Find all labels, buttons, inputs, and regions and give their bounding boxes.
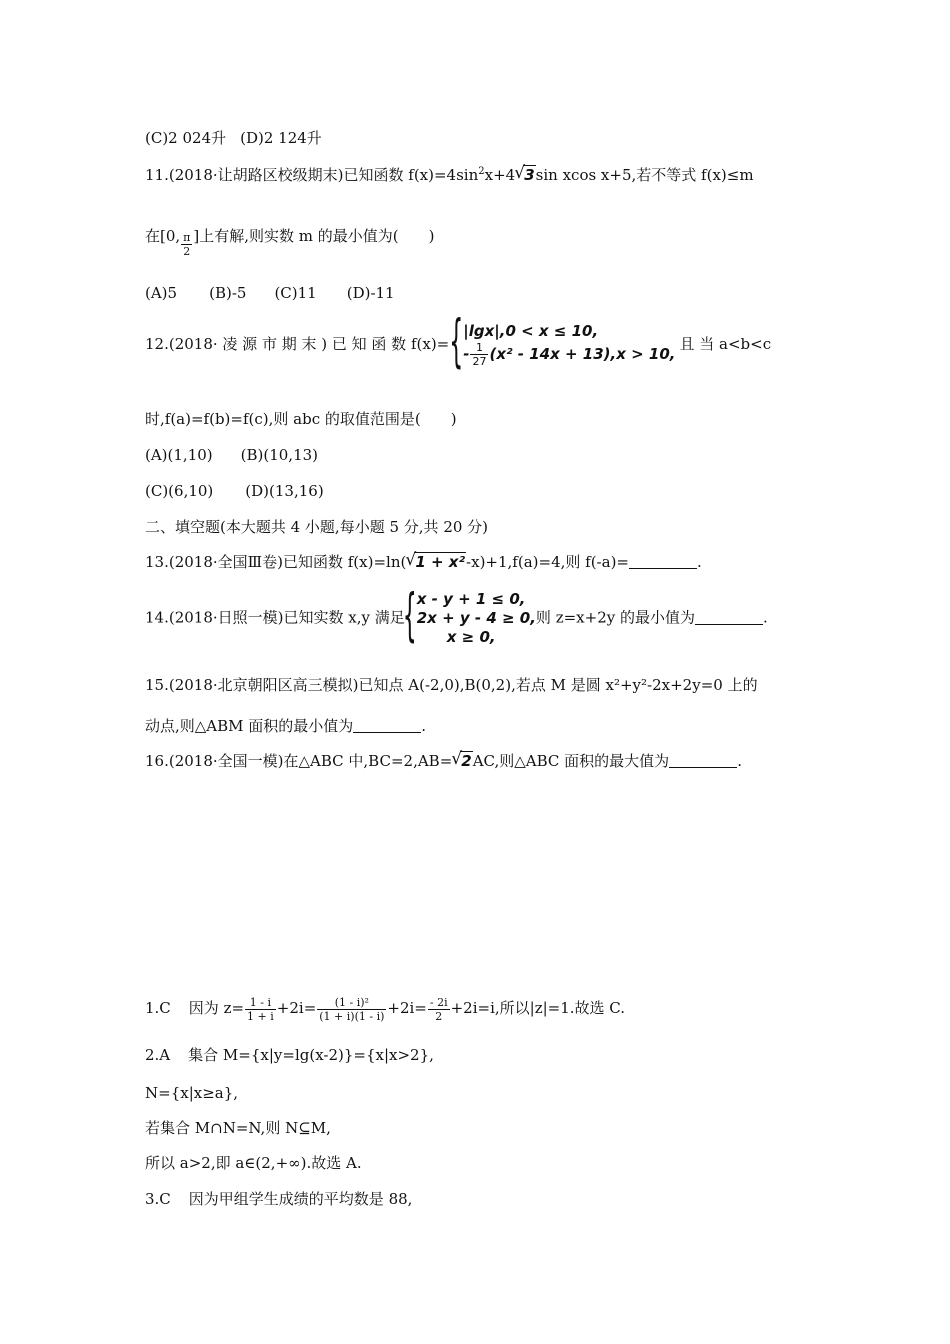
q15-answer-blank: [353, 718, 421, 733]
q11-square: 2: [478, 166, 485, 177]
q12-question: 时,f(a)=f(b)=f(c),则 abc 的取值范围是(: [145, 410, 421, 428]
q13-tail: -x)+1,f(a)=4,则 f(-a)=: [466, 553, 629, 571]
q11-stem-line2: [145, 226, 435, 258]
q10-option-d: (D)2 124升: [240, 129, 322, 147]
q11-option-d: (D)-11: [346, 284, 395, 302]
answer-1-text-2: +2i=: [276, 999, 317, 1017]
q13-head: 13.(2018·全国Ⅲ卷)已知函数 f(x)=ln(: [145, 553, 407, 571]
q12-piecewise: [451, 322, 675, 368]
q11-sqrt: √ 3: [515, 165, 535, 185]
q15-stem-line1: 15.(2018·北京朝阳区高三模拟)已知点 A(-2,0),B(0,2),若点 M 是圆 x²+y²-2x+2y=0 上的: [145, 676, 758, 694]
q12-case-2: - $\frac{1}{27}$ (x² - 14x + 13),x > 10,: [463, 341, 676, 368]
q12-stem-line1: [145, 322, 771, 368]
q14-tail: 则 z=x+2y 的最小值为: [535, 608, 695, 627]
answer-1-text-3: +2i=: [387, 999, 427, 1017]
q16-tail: AC,则△ABC 面积的最大值为: [472, 752, 670, 770]
q11-stem-line1: [145, 162, 754, 185]
answer-2-line1: [145, 1045, 434, 1065]
answer-1-fraction-1: $\frac{1 - i}{1 + i}$: [247, 995, 274, 1023]
q14-answer-blank: [695, 610, 763, 625]
answer-3-text: 因为甲组学生成绩的平均数是 88,: [188, 1190, 413, 1208]
q12-stem-line2: [145, 409, 457, 429]
q15-question: 动点,则△ABM 面积的最小值为: [145, 717, 354, 735]
answer-1-text-1: 因为 z=: [188, 999, 245, 1017]
q12-close-paren: ): [450, 410, 457, 428]
q13-stem: [145, 552, 702, 572]
answer-1-text-4: +2i=i,所以|z|=1.故选 C.: [450, 999, 626, 1017]
q13-answer-blank: [629, 554, 697, 569]
q12-fraction: $\frac{1}{27}$: [472, 341, 487, 368]
q11-head: 11.(2018·让胡路区校级期末)已知函数 f(x)=4sin: [145, 166, 479, 184]
answer-2-text: 集合 M={x|y=lg(x-2)}={x|x>2},: [188, 1046, 434, 1064]
answer-2-line4: 所以 a>2,即 a∈(2,+∞).故选 A.: [145, 1154, 362, 1172]
q12-option-c: (C)(6,10): [145, 482, 214, 500]
answer-2-line3: 若集合 M∩N=N,则 N⊆M,: [145, 1119, 331, 1137]
section-heading: 二、填空题(本大题共 4 小题,每小题 5 分,共 20 分): [145, 518, 489, 536]
q13-sqrt: √ 1 + x²: [406, 552, 466, 572]
q14-constraint-3: x ≥ 0,: [446, 628, 496, 646]
q12-case-1: { |lgx|,0 < x ≤ 10,: [463, 322, 599, 340]
q14-constraints: [405, 590, 536, 647]
q10-options: [145, 128, 322, 148]
q11-option-b: (B)-5: [209, 284, 247, 302]
answer-1-label: 1.C: [145, 999, 171, 1017]
answer-2-line2: N={x|x≥a},: [145, 1084, 239, 1102]
q12-option-d: (D)(13,16): [245, 482, 324, 500]
q12-tail: 且 当 a<b<c: [679, 335, 772, 353]
answer-3-label: 3.C: [145, 1190, 171, 1208]
q13-period: .: [697, 553, 702, 571]
q15-stem-line2: [145, 716, 426, 736]
q12-option-a: (A)(1,10): [145, 446, 213, 464]
q12-head: 12.(2018· 凌 源 市 期 末 ) 已 知 函 数 f(x)=: [145, 335, 450, 353]
q12-option-b: (B)(10,13): [240, 446, 319, 464]
q12-options-row1: [145, 445, 318, 465]
q11-question: ]上有解,则实数 m 的最小值为(: [193, 227, 399, 245]
q14-period: .: [762, 608, 768, 627]
q11-tail: sin xcos x+5,若不等式 f(x)≤m: [535, 166, 754, 184]
answer-1: [145, 990, 625, 1026]
q14-constraint-1: { x - y + 1 ≤ 0,: [416, 590, 526, 608]
answer-1-fraction-2: $\frac{\text{(1 - i)²}}{(1 + i)(1 - i)}$: [319, 995, 385, 1023]
q11-close-paren: ): [428, 227, 435, 245]
q10-option-c: (C)2 024升: [145, 129, 227, 147]
q16-stem: [145, 751, 742, 771]
q11-option-c: (C)11: [274, 284, 317, 302]
q16-head: 16.(2018·全国一模)在△ABC 中,BC=2,AB=: [145, 752, 453, 770]
q11-mid: x+4: [484, 166, 516, 184]
q11-option-a: (A)5: [145, 284, 178, 302]
q16-sqrt: √ 2: [452, 751, 472, 771]
q11-options: [145, 283, 395, 303]
answer-2-label: 2.A: [145, 1046, 171, 1064]
q14-stem: [145, 590, 768, 647]
q14-constraint-2: 2x + y - 4 ≥ 0,: [416, 609, 536, 627]
q16-answer-blank: [669, 753, 737, 768]
answer-1-fraction-3: $\frac{- 2i}{2}$: [429, 995, 448, 1023]
q12-options-row2: [145, 481, 324, 501]
answer-3: [145, 1189, 412, 1209]
q16-period: .: [737, 752, 742, 770]
q11-interval-start: 在[0,: [145, 227, 181, 245]
q11-fraction: $\frac{\pi}{2}$: [183, 231, 191, 258]
q14-head: 14.(2018·日照一模)已知实数 x,y 满足: [145, 608, 405, 627]
q15-period: .: [421, 717, 427, 735]
